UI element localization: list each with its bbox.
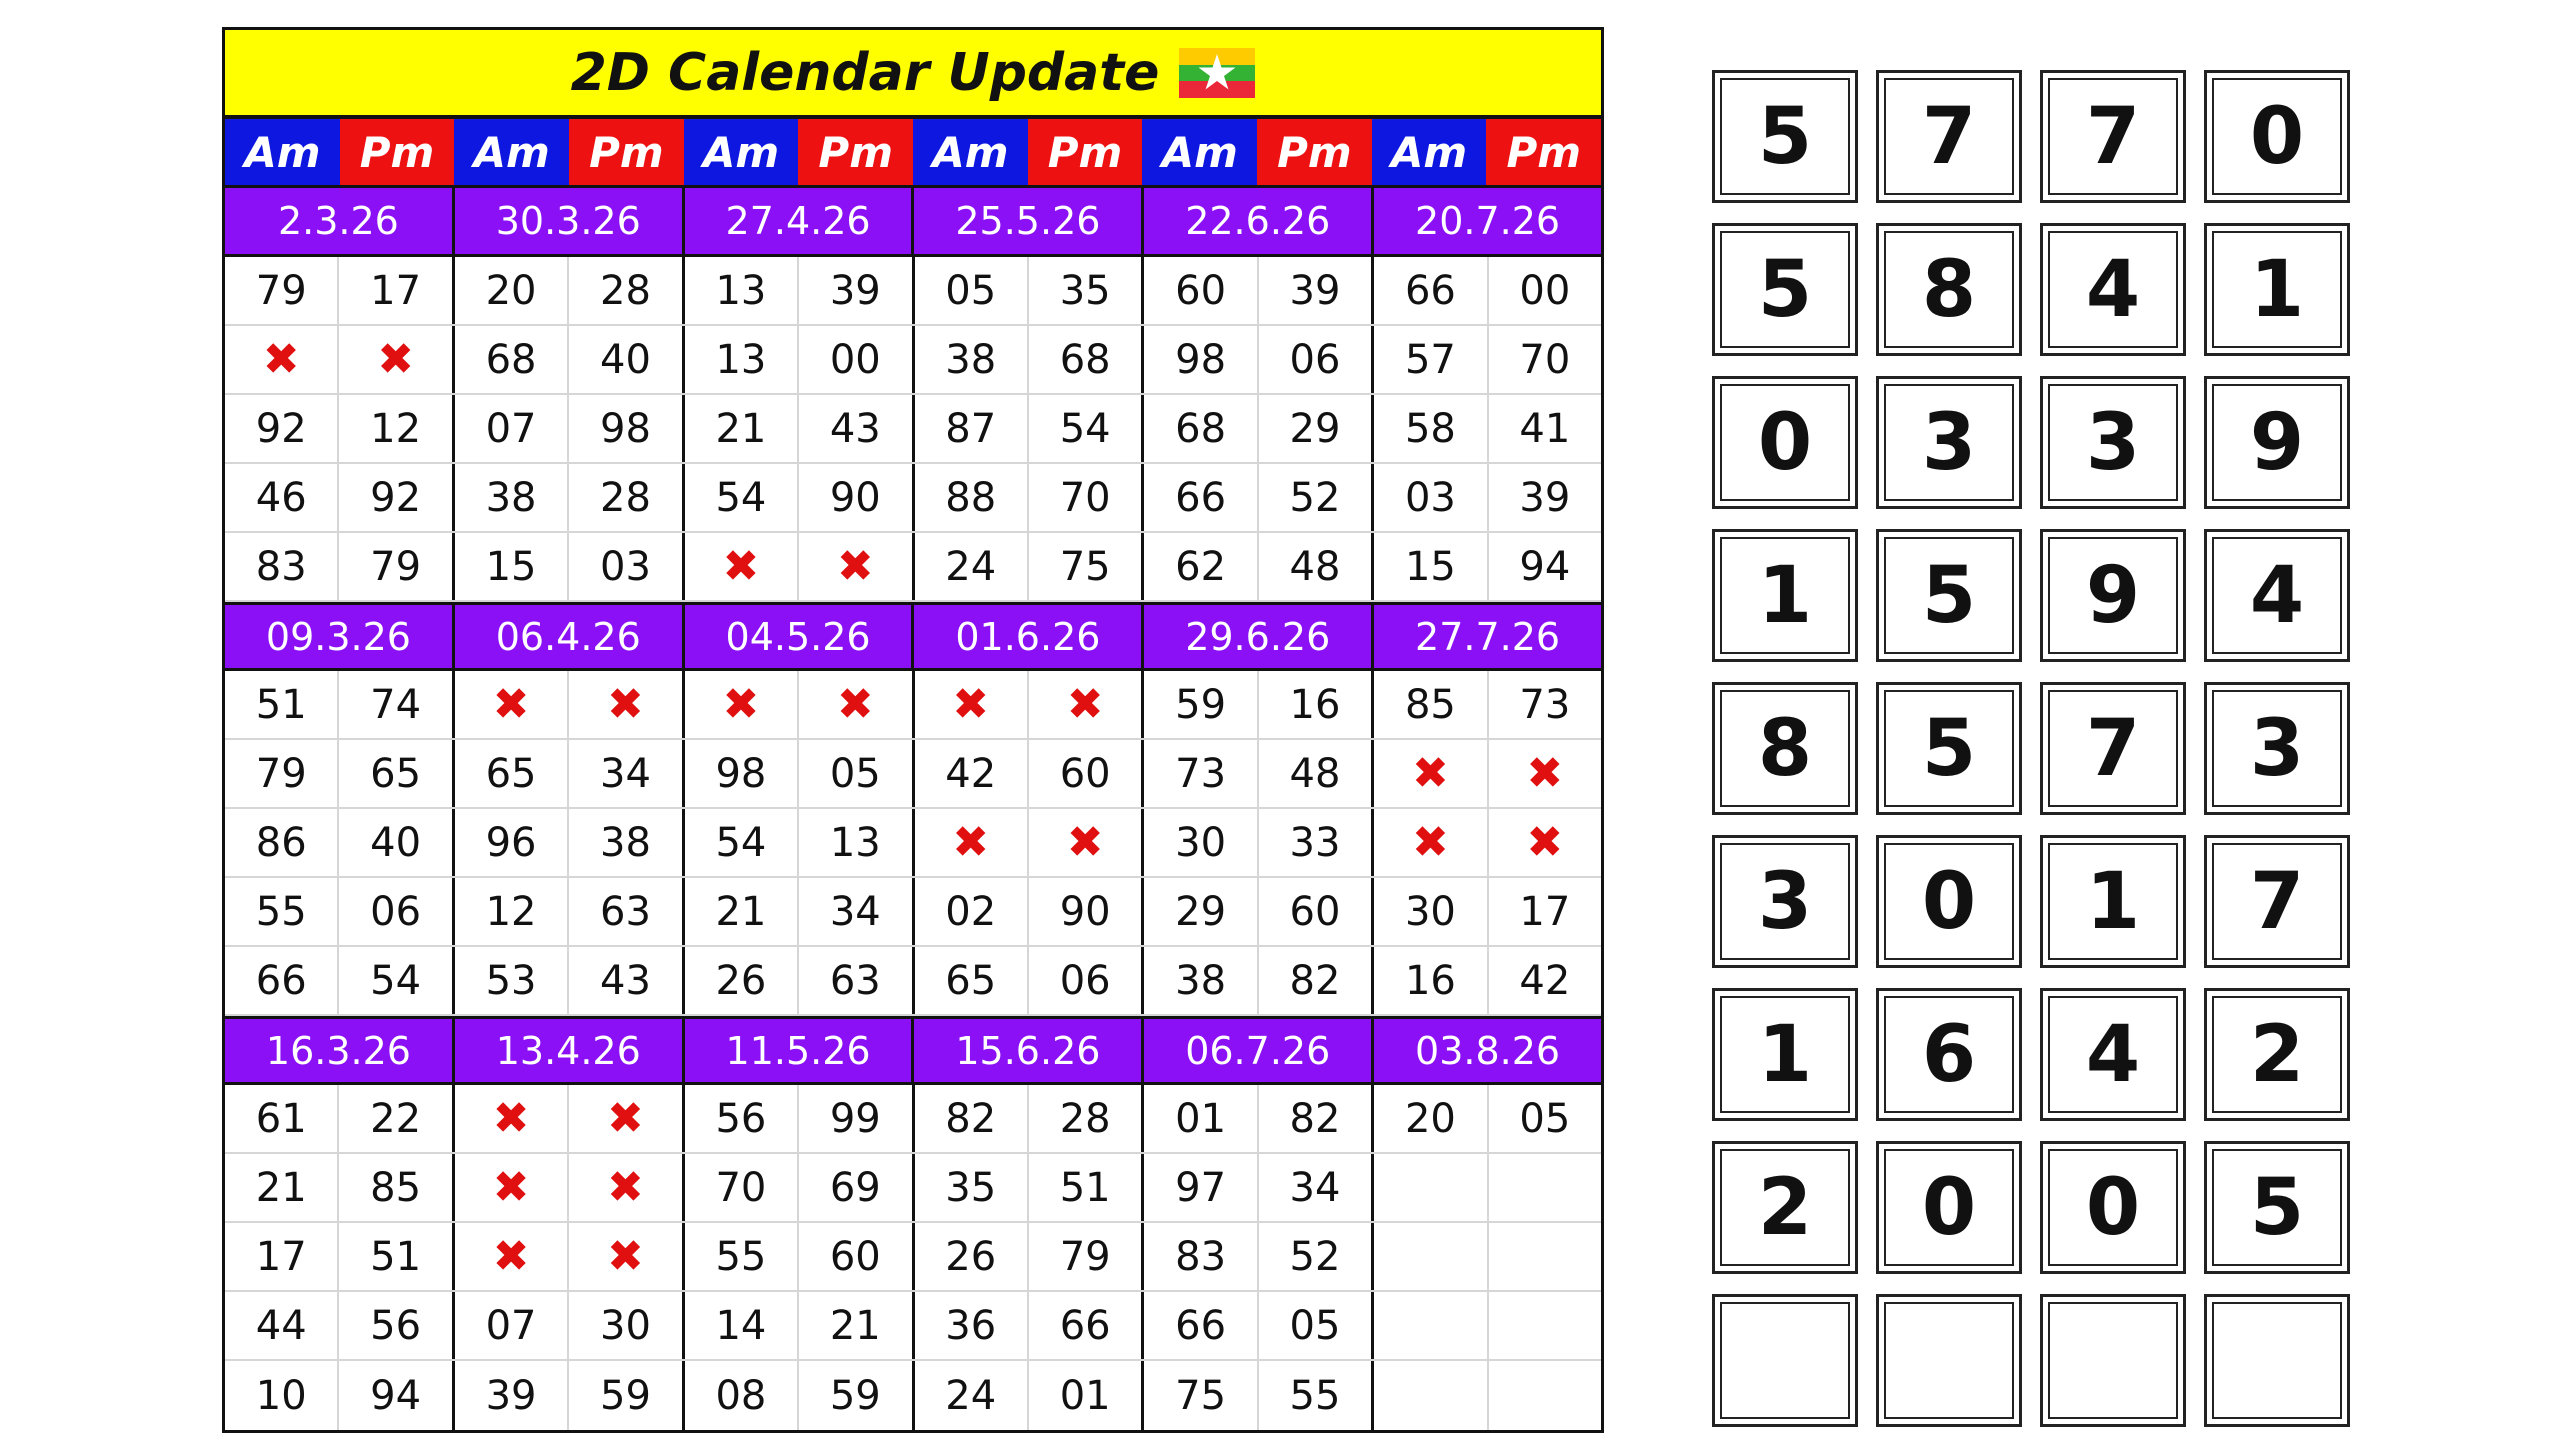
result-cell: 39 [455,1361,569,1430]
result-cell: 48 [1259,533,1374,600]
calendar-table [222,27,1604,1433]
result-cell: 13 [685,326,799,393]
number-box: 5 [1712,223,1858,356]
result-cell: 56 [685,1085,799,1152]
result-cell: 05 [1519,1095,1571,1142]
result-cell: 55 [225,878,339,945]
number-box: 4 [2204,529,2350,662]
no-result-mark: ✖ [455,671,569,738]
result-cell: 34 [799,878,914,945]
result-cell: 44 [225,1292,339,1359]
result-cell: 29 [1259,395,1374,462]
no-result-mark: ✖ [1526,817,1564,868]
date-cell: 11.5.26 [685,1019,915,1082]
table-row [225,533,1601,602]
number-box: 7 [2040,682,2186,815]
am-pm-header-row [225,119,1601,188]
pm-header: Pm [340,119,455,185]
result-cell: 70 [1519,336,1571,383]
result-cell: 65 [915,947,1029,1014]
result-cell: 28 [1029,1085,1144,1152]
result-cell [1489,1154,1601,1221]
result-cell: 75 [1029,533,1144,600]
result-cell: 43 [799,395,914,462]
result-cell: 13 [685,257,799,324]
result-cell: 39 [1259,257,1374,324]
result-cell: 34 [1259,1154,1374,1221]
number-box: 0 [2204,70,2350,203]
result-cell: 40 [569,326,684,393]
date-cell: 06.7.26 [1144,1019,1374,1082]
no-result-mark: ✖ [1029,809,1144,876]
date-cell: 2.3.26 [225,188,455,254]
date-cell: 13.4.26 [455,1019,685,1082]
date-cell: 20.7.26 [1415,199,1561,243]
result-cell: 79 [225,740,339,807]
date-cell: 25.5.26 [914,188,1144,254]
no-result-mark: ✖ [1526,748,1564,799]
result-cell: 70 [685,1154,799,1221]
result-cell: 56 [339,1292,454,1359]
result-cell: 61 [225,1085,339,1152]
result-cell: 63 [799,947,914,1014]
result-cell: 05 [799,740,914,807]
page-title: 2D Calendar Update [570,42,1160,103]
result-cell: 54 [685,464,799,531]
date-cell: 27.4.26 [685,188,915,254]
no-result-mark: ✖ [455,1085,569,1152]
number-box: 5 [1712,70,1858,203]
number-box: 7 [1876,70,2022,203]
result-cell: 02 [915,878,1029,945]
result-cell: 54 [685,809,799,876]
result-cell: 66 [1029,1292,1144,1359]
result-cell: 01 [1144,1085,1258,1152]
am-header: Am [684,119,799,185]
result-cell: 39 [1519,474,1571,521]
table-row [225,464,1601,533]
number-box: 9 [2204,376,2350,509]
calendar-sections [225,188,1601,1430]
result-cell: 46 [225,464,339,531]
result-cell: 38 [455,464,569,531]
no-result-mark: ✖ [569,671,684,738]
result-cell: 88 [915,464,1029,531]
result-cell: 42 [1519,957,1571,1004]
table-row [225,809,1601,878]
result-cell: 17 [1519,888,1571,935]
table-row [225,1085,1601,1154]
number-box: 1 [2040,835,2186,968]
table-row [225,395,1601,464]
table-row [225,878,1601,947]
number-box: 8 [1712,682,1858,815]
result-cell: 14 [685,1292,799,1359]
no-result-mark: ✖ [685,671,799,738]
table-row [225,326,1601,395]
result-cell: 26 [915,1223,1029,1290]
result-cell: 54 [1029,395,1144,462]
result-cell: 65 [339,740,454,807]
result-cell: 01 [1029,1361,1144,1430]
result-cell: 16 [1374,947,1488,1014]
result-cell: 36 [915,1292,1029,1359]
result-cell: 34 [569,740,684,807]
pm-header: Pm [1486,119,1601,185]
number-box: 4 [2040,988,2186,1121]
result-cell: 00 [799,326,914,393]
result-cell: 85 [339,1154,454,1221]
result-cell: 92 [339,464,454,531]
result-cell: 06 [1259,326,1374,393]
result-cell: 43 [569,947,684,1014]
pm-header: Pm [798,119,913,185]
date-cell: 03.8.26 [1415,1028,1561,1073]
result-cell: 66 [225,947,339,1014]
no-result-mark: ✖ [1029,671,1144,738]
result-cell: 29 [1144,878,1258,945]
result-cell: 59 [799,1361,914,1430]
am-header: Am [454,119,569,185]
result-cell: 22 [339,1085,454,1152]
result-cell: 82 [1259,947,1374,1014]
am-header: Am [225,119,340,185]
result-cell: 26 [685,947,799,1014]
result-cell: 21 [685,878,799,945]
result-cell: 79 [225,257,339,324]
result-cell: 73 [1144,740,1258,807]
result-cell [1489,1292,1601,1359]
result-cell: 54 [339,947,454,1014]
result-cell: 30 [1374,878,1488,945]
result-cell: 82 [1259,1085,1374,1152]
result-cell: 30 [1144,809,1258,876]
result-cell: 98 [1144,326,1258,393]
result-cell: 60 [1144,257,1258,324]
number-box: 0 [2040,1141,2186,1274]
result-cell: 86 [225,809,339,876]
number-box: 2 [1712,1141,1858,1274]
result-cell: 28 [569,464,684,531]
number-box: 1 [2204,223,2350,356]
number-box: 3 [1876,376,2022,509]
result-cell [1374,1292,1488,1359]
result-cell: 98 [685,740,799,807]
date-cell: 22.6.26 [1144,188,1374,254]
result-cell: 21 [799,1292,914,1359]
result-cell: 66 [1144,1292,1258,1359]
result-cell [1374,1154,1488,1221]
result-cell: 08 [685,1361,799,1430]
no-result-mark: ✖ [339,326,454,393]
result-cell: 87 [915,395,1029,462]
result-cell: 20 [455,257,569,324]
date-cell: 30.3.26 [455,188,685,254]
result-cell: 79 [339,533,454,600]
result-cell: 21 [685,395,799,462]
date-cell: 01.6.26 [914,605,1144,668]
date-header-row [225,1016,1601,1085]
number-box: 8 [1876,223,2022,356]
result-cell: 07 [455,1292,569,1359]
result-cell [1489,1361,1601,1430]
date-cell: 04.5.26 [685,605,915,668]
result-cell: 55 [1259,1361,1374,1430]
date-cell: 16.3.26 [225,1019,455,1082]
result-cell: 12 [455,878,569,945]
result-cell: 79 [1029,1223,1144,1290]
number-box: 7 [2040,70,2186,203]
number-box: 5 [2204,1141,2350,1274]
result-cell: 90 [1029,878,1144,945]
result-cell: 12 [339,395,454,462]
no-result-mark: ✖ [799,671,914,738]
number-box [1712,1294,1858,1427]
number-box: 1 [1712,529,1858,662]
result-cell: 10 [225,1361,339,1430]
am-header: Am [913,119,1028,185]
number-box: 2 [2204,988,2350,1121]
result-cell: 74 [339,671,454,738]
table-row [225,740,1601,809]
result-cell: 28 [569,257,684,324]
number-box: 0 [1712,376,1858,509]
date-cell: 09.3.26 [225,605,455,668]
table-row [225,257,1601,326]
result-cell: 62 [1144,533,1258,600]
result-cell: 69 [799,1154,914,1221]
result-cell: 51 [1029,1154,1144,1221]
table-row [225,1154,1601,1223]
no-result-mark: ✖ [915,809,1029,876]
date-cell: 06.4.26 [455,605,685,668]
date-cell: 29.6.26 [1144,605,1374,668]
result-cell: 06 [339,878,454,945]
result-cell: 33 [1259,809,1374,876]
result-cell: 73 [1519,681,1571,728]
pm-header: Pm [569,119,684,185]
result-cell [1489,1223,1601,1290]
result-cell: 96 [455,809,569,876]
result-cell: 75 [1144,1361,1258,1430]
result-cell: 40 [339,809,454,876]
result-cell: 60 [1259,878,1374,945]
result-cell: 20 [1374,1085,1488,1152]
result-cell: 51 [225,671,339,738]
result-cell: 85 [1374,671,1488,738]
result-cell: 07 [455,395,569,462]
result-cell: 35 [1029,257,1144,324]
pm-header: Pm [1028,119,1143,185]
result-cell: 24 [915,533,1029,600]
result-cell: 66 [1374,257,1488,324]
result-cell: 94 [1519,543,1571,590]
result-cell: 03 [569,533,684,600]
table-row [225,1292,1601,1361]
result-cell: 65 [455,740,569,807]
result-cell: 66 [1144,464,1258,531]
number-box: 3 [2040,376,2186,509]
result-cell: 13 [799,809,914,876]
result-cell: 68 [1029,326,1144,393]
no-result-mark: ✖ [1374,740,1488,807]
result-cell: 60 [1029,740,1144,807]
number-box: 7 [2204,835,2350,968]
result-cell: 59 [1144,671,1258,738]
title-bar [225,30,1601,119]
result-cell: 55 [685,1223,799,1290]
result-cell: 58 [1374,395,1488,462]
result-cell: 15 [1374,533,1488,600]
result-cell: 03 [1374,464,1488,531]
number-box: 9 [2040,529,2186,662]
number-box [1876,1294,2022,1427]
number-box [2204,1294,2350,1427]
number-box: 5 [1876,682,2022,815]
result-cell: 70 [1029,464,1144,531]
number-box: 6 [1876,988,2022,1121]
result-cell: 59 [569,1361,684,1430]
no-result-mark: ✖ [915,671,1029,738]
result-cell [1374,1361,1488,1430]
table-row [225,671,1601,740]
no-result-mark: ✖ [1374,809,1488,876]
table-row [225,1361,1601,1430]
number-box: 0 [1876,1141,2022,1274]
no-result-mark: ✖ [799,533,914,600]
result-cell: 38 [1144,947,1258,1014]
no-result-mark: ✖ [685,533,799,600]
result-cell: 83 [225,533,339,600]
number-box: 1 [1712,988,1858,1121]
result-cell: 83 [1144,1223,1258,1290]
pm-header: Pm [1257,119,1372,185]
number-box: 0 [1876,835,2022,968]
no-result-mark: ✖ [455,1223,569,1290]
result-cell: 17 [339,257,454,324]
result-cell: 57 [1374,326,1488,393]
result-cell: 53 [455,947,569,1014]
result-cell: 17 [225,1223,339,1290]
result-cell: 92 [225,395,339,462]
result-cell: 52 [1259,1223,1374,1290]
table-row [225,1223,1601,1292]
table-row [225,947,1601,1016]
result-cell: 41 [1519,405,1571,452]
number-box [2040,1294,2186,1427]
result-cell: 63 [569,878,684,945]
number-box: 4 [2040,223,2186,356]
result-cell: 99 [799,1085,914,1152]
am-header: Am [1142,119,1257,185]
result-cell: 68 [455,326,569,393]
result-cell: 60 [799,1223,914,1290]
result-cell: 05 [915,257,1029,324]
result-cell: 05 [1259,1292,1374,1359]
result-cell: 42 [915,740,1029,807]
result-cell: 68 [1144,395,1258,462]
result-cell: 98 [569,395,684,462]
date-header-row [225,188,1601,257]
date-cell: 27.7.26 [1415,614,1561,659]
result-cell: 15 [455,533,569,600]
result-cell: 06 [1029,947,1144,1014]
date-cell: 15.6.26 [914,1019,1144,1082]
result-cell: 16 [1259,671,1374,738]
no-result-mark: ✖ [225,326,339,393]
result-cell: 35 [915,1154,1029,1221]
result-cell: 52 [1259,464,1374,531]
am-header: Am [1372,119,1487,185]
result-cell [1374,1223,1488,1290]
result-cell: 38 [915,326,1029,393]
number-box: 3 [1712,835,1858,968]
result-cell: 00 [1519,267,1571,314]
result-cell: 24 [915,1361,1029,1430]
no-result-mark: ✖ [569,1085,684,1152]
result-cell: 48 [1259,740,1374,807]
result-cell: 30 [569,1292,684,1359]
result-cell: 21 [225,1154,339,1221]
result-cell: 94 [339,1361,454,1430]
result-cell: 39 [799,257,914,324]
myanmar-flag-icon [1179,48,1255,98]
no-result-mark: ✖ [455,1154,569,1221]
result-cell: 38 [569,809,684,876]
result-cell: 82 [915,1085,1029,1152]
no-result-mark: ✖ [569,1154,684,1221]
result-cell: 90 [799,464,914,531]
number-box: 3 [2204,682,2350,815]
result-cell: 51 [339,1223,454,1290]
no-result-mark: ✖ [569,1223,684,1290]
number-box: 5 [1876,529,2022,662]
result-cell: 97 [1144,1154,1258,1221]
date-header-row [225,602,1601,671]
number-grid [1712,70,2350,1427]
